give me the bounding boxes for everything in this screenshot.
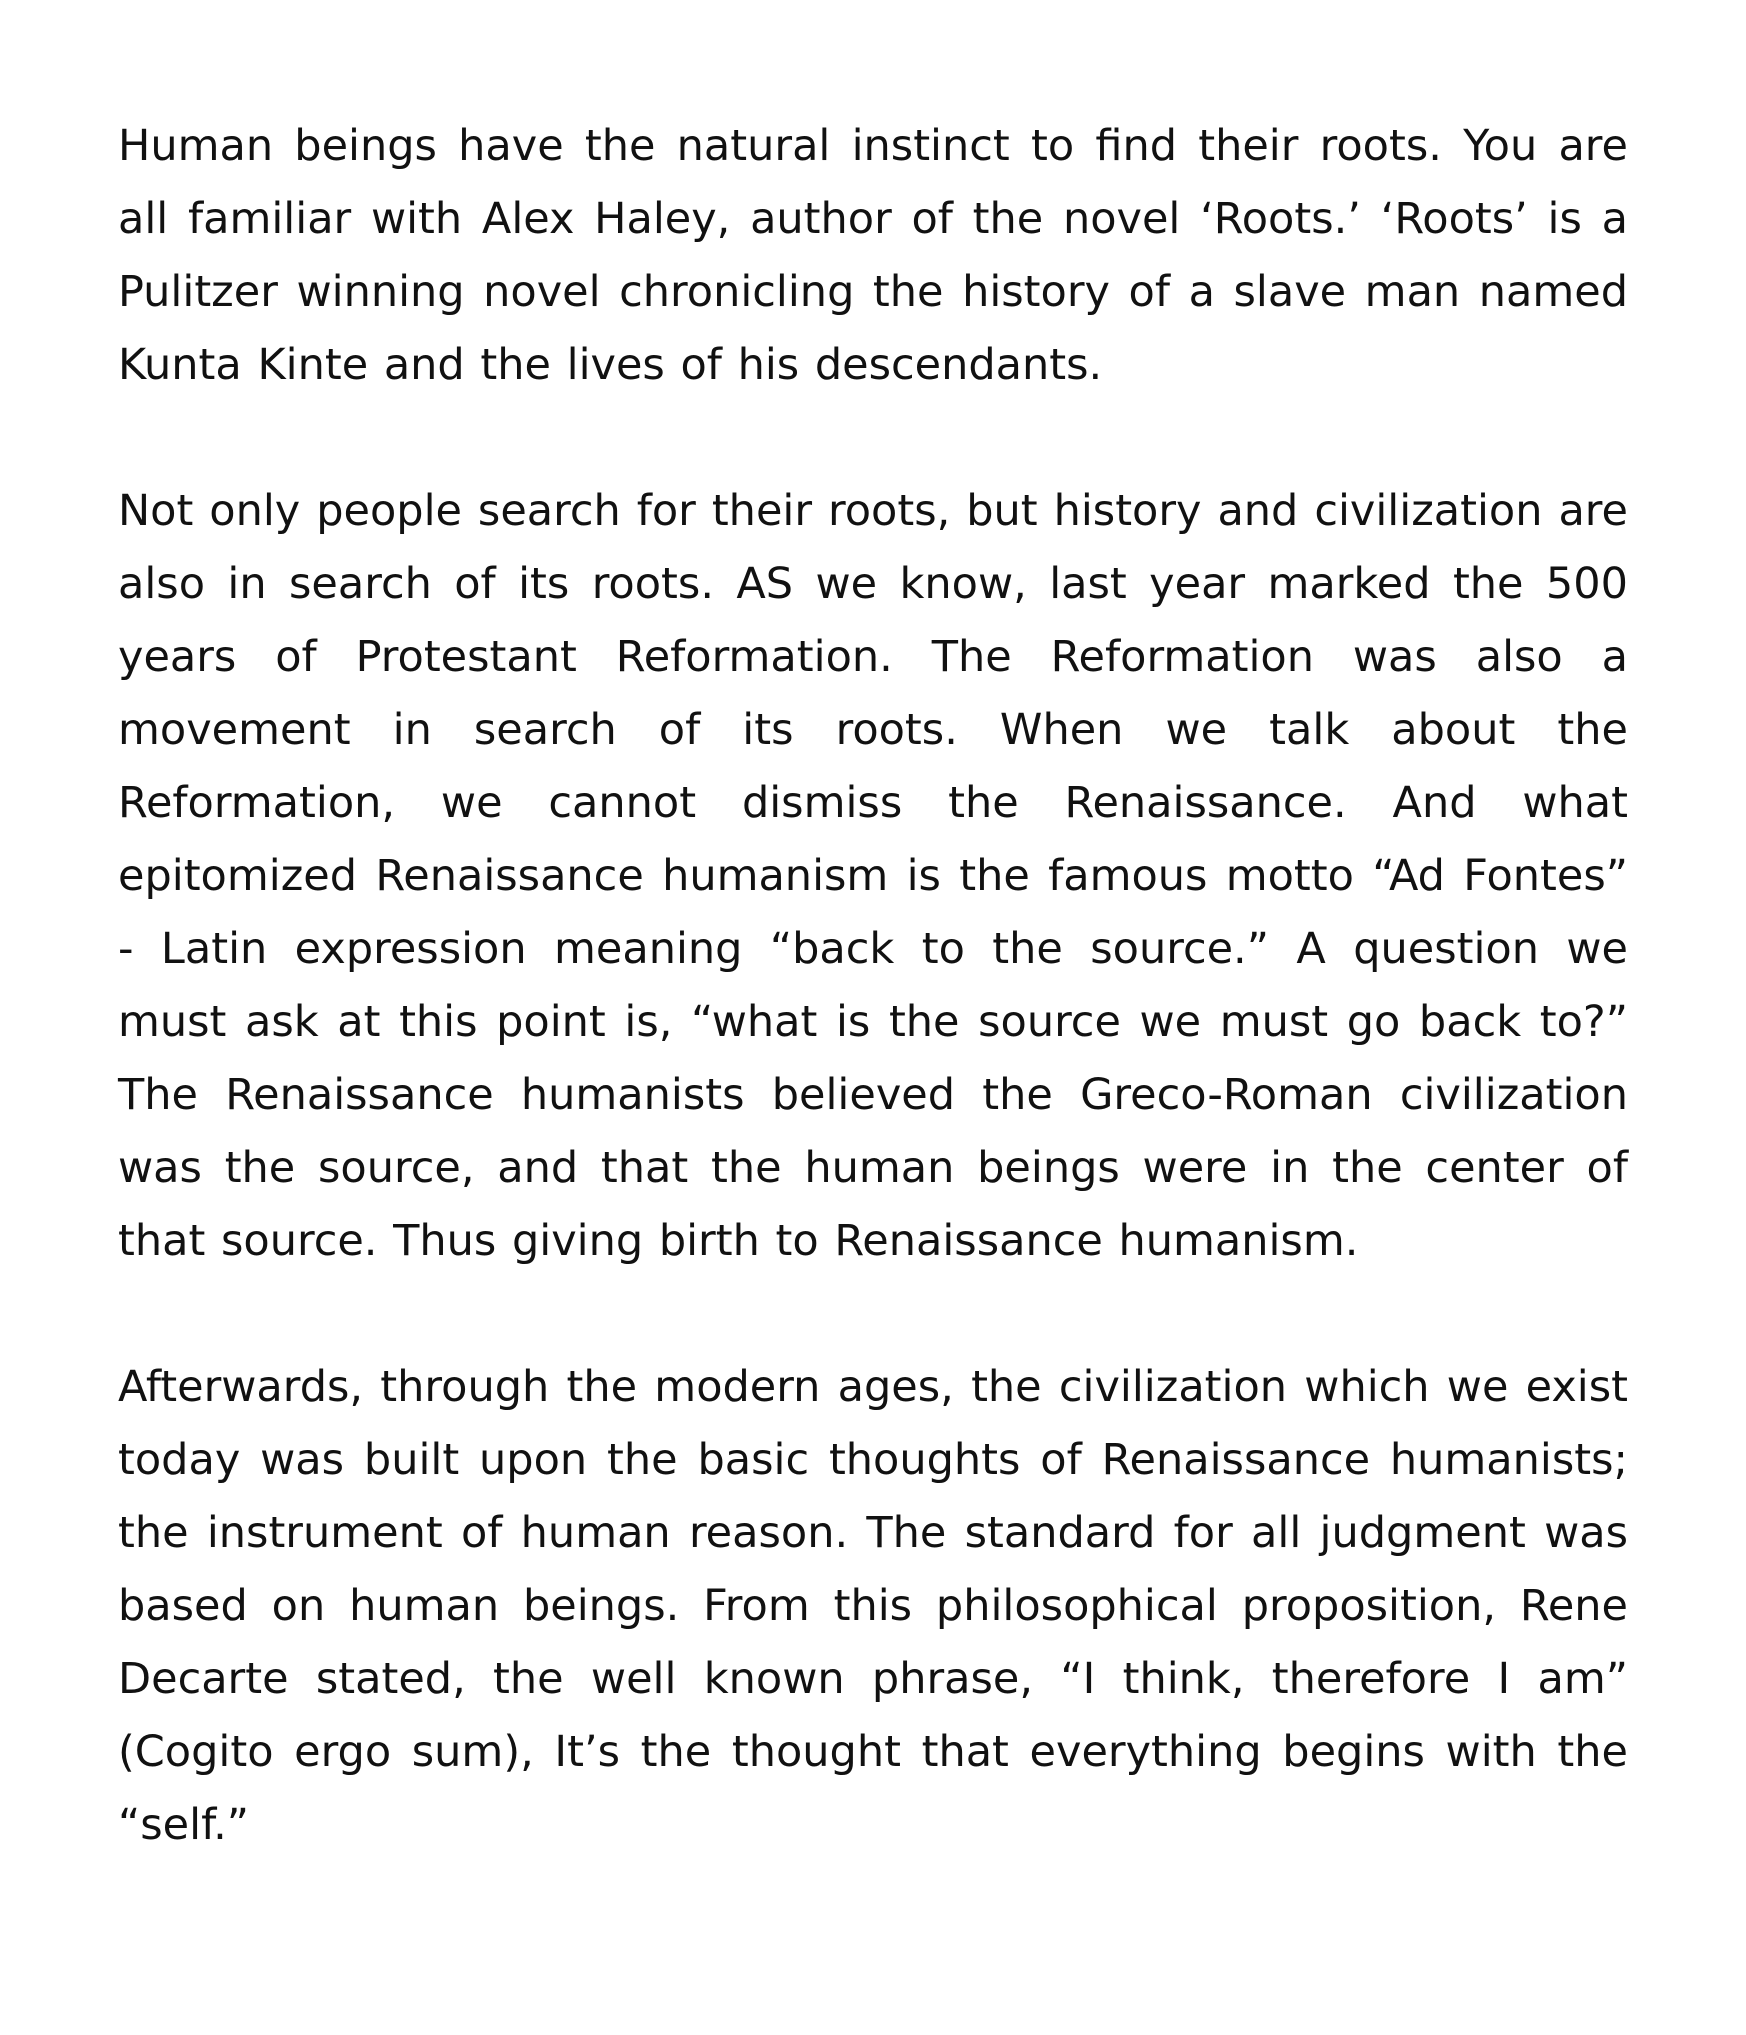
paragraph-1: Human beings have the natural instinct to find their roots. You are all familiar with Alex Haley, author of the novel ‘Roots.’ ‘Roots’ is a Pulitzer winning novel chronicling the history of a slave man named Kunta Kinte and the lives of his descendants.: [118, 121, 1628, 390]
paragraph-2: Not only people search for their roots, but history and civilization are also in search of its roots. AS we know, last year marked the 500 years of Protestant Reformation. The Reformation was also a movement in search of its roots. When we talk about the Reformation, we cannot dismiss the Renaissance. And what epitomized Renaissance humanism is the famous motto “Ad Fontes” - Latin expression meaning “back to the source.” A question we must ask at this point is, “what is the source we must go back to?” The Renaissance humanists believed the Greco-Roman civilization was the source, and that the human beings were in the center of that source. Thus giving birth to Renaissance humanism.: [118, 486, 1628, 1266]
paragraph-3: Afterwards, through the modern ages, the civilization which we exist today was built upon the basic thoughts of Renaissance humanists; the instrument of human reason. The standard for all judgment was based on human beings. From this philosophical proposition, Rene Decarte stated, the well known phrase, “I think, therefore I am” (Cogito ergo sum), It’s the thought that everything begins with the “self.”: [118, 1362, 1628, 1850]
document-body: [118, 110, 1628, 1862]
